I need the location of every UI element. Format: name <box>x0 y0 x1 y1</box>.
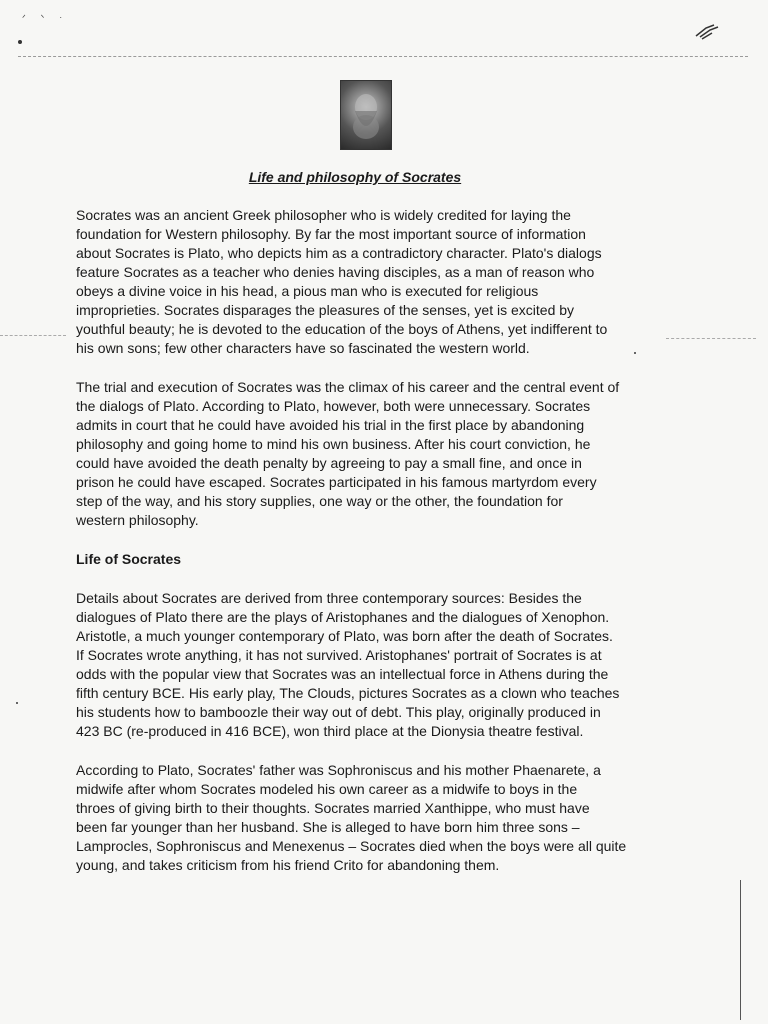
scan-dot <box>18 40 22 44</box>
paragraph-intro-1: Socrates was an ancient Greek philosopher who is widely credited for laying the foundation for Western philosophy. By far the most important source of information about Socrates is Plato, who depicts him as a contradictory character. Plato's dialogs feature Socrates as a teacher who denies having disciples, as a man of reason who obeys a divine voice in his head, a pious man who is executed for religious improprieties. Socrates disparages the pleasures of the senses, yet is excited by youthful beauty; he is devoted to the education of the boys of Athens, yet indifferent to his own sons; few other characters have so fascinated the western world. <box>76 207 608 356</box>
socrates-portrait-image <box>340 80 392 150</box>
scan-side-dash-left <box>0 335 66 336</box>
scan-side-dash-right <box>666 338 756 339</box>
scan-artifact-marks: ᐟ ᐠ ᐧ <box>22 14 68 24</box>
page-title: Life and philosophy of Socrates <box>248 169 462 185</box>
scan-margin-line <box>740 880 741 1020</box>
scan-speck <box>634 352 636 354</box>
section-heading-life: Life of Socrates <box>76 551 182 567</box>
scan-top-rule <box>18 56 748 57</box>
pen-scribble-icon <box>694 22 720 40</box>
paragraph-life-2: According to Plato, Socrates' father was Sophroniscus and his mother Phaenarete, a midwife after whom Socrates modeled his own career as a midwife to boys in the throes of giving birth to their thoughts. Socrates married Xanthippe, who must have been far younger than her husband. She is alleged to have born him three sons – Lamprocles, Sophroniscus and Menexenus – Socrates died when the boys were all quite young, and takes criticism from his friend Crito for abandoning them. <box>76 762 627 873</box>
document-body <box>76 206 666 895</box>
paragraph-intro-2: The trial and execution of Socrates was the climax of his career and the central event of the dialogs of Plato. According to Plato, however, both were unnecessary. Socrates admits in court that he could have avoided his trial in the first place by abandoning philosophy and going home to mind his own business. After his court conviction, he could have avoided the death penalty by agreeing to pay a small fine, and once in prison he could have escaped. Socrates participated in his famous martyrdom every step of the way, and his story supplies, one way or the other, the foundation for western philosophy. <box>76 379 620 528</box>
scan-speck <box>16 702 18 704</box>
paragraph-life-1: Details about Socrates are derived from three contemporary sources: Besides the dialogues of Plato there are the plays of Aristophanes and the dialogues of Xenophon. Aristotle, a much younger contemporary of Plato, was born after the death of Socrates. If Socrates wrote anything, it has not survived. Aristophanes' portrait of Socrates is at odds with the popular view that Socrates was an intellectual force in Athens during the fifth century BCE. His early play, The Clouds, pictures Socrates as a clown who teaches his students how to bamboozle their way out of debt. This play, originally produced in 423 BC (re-produced in 416 BCE), won third place at the Dionysia theatre festival. <box>76 590 620 739</box>
